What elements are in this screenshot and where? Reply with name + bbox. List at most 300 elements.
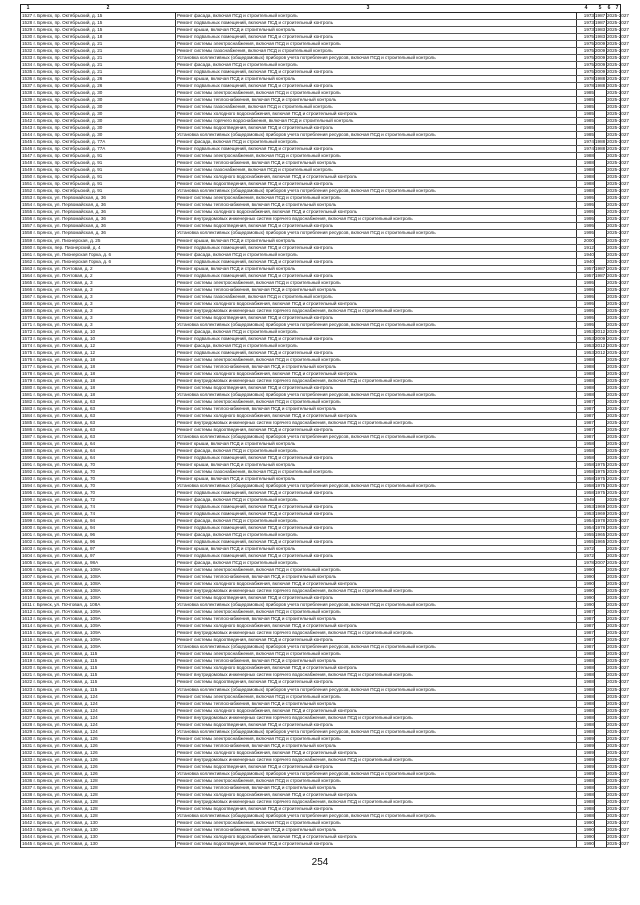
- row-id-address: 1628 г. Брянск, ул. Почтовая, д. 124: [22, 721, 98, 727]
- build-year: 1990: [583, 567, 594, 573]
- last-repair-year: 1975: [595, 490, 606, 496]
- planned-period: 2025-2027: [607, 370, 629, 376]
- work-description: Ремонт системы теплоснабжения, включая ПСД и строительный контроль: [177, 97, 337, 103]
- build-year: 1953: [583, 328, 594, 334]
- work-description: Ремонт системы водоотведения, включая ПСД и строительный контроль: [177, 314, 334, 320]
- work-description: Ремонт системы теплоснабжения, включая ПСД и строительный контроль: [177, 574, 337, 580]
- table-row: [21, 349, 629, 357]
- row-id-address: 1546 г. Брянск, пр. Октябрьский, д. 77А: [22, 146, 106, 152]
- planned-period: 2025-2027: [607, 216, 629, 222]
- build-year: 1912: [583, 244, 594, 250]
- planned-period: 2025-2027: [607, 69, 629, 75]
- build-year: 1988: [583, 693, 594, 699]
- table-row: [21, 20, 629, 27]
- work-description: Ремонт подвальных помещений, включая ПСД и строительный контроль: [177, 20, 333, 26]
- row-id-address: 1569 г. Брянск, ул. Почтовая, д. 3: [22, 307, 93, 313]
- build-year: 1975: [583, 69, 594, 75]
- header-col-5: 5: [598, 5, 602, 11]
- build-year: 1974: [583, 139, 594, 145]
- build-year: 1974: [583, 146, 594, 152]
- row-id-address: 1554 г. Брянск, ул. Первомайская, д. 36: [22, 202, 106, 208]
- page-number: 254: [311, 857, 329, 868]
- table-row: [21, 328, 629, 336]
- row-id-address: 1588 г. Брянск, ул. Почтовая, д. 64: [22, 440, 96, 446]
- build-year: 1988: [583, 384, 594, 390]
- planned-period: 2025-2027: [607, 749, 629, 755]
- work-description: Ремонт системы водоотведения, включая ПСД и строительный контроль: [177, 181, 334, 187]
- work-description: Ремонт системы электроснабжения, включая ПСД и строительный контроль: [177, 398, 341, 404]
- work-description: Ремонт подвальных помещений, включая ПСД и строительный контроль: [177, 69, 333, 75]
- table-row: [21, 840, 629, 848]
- last-repair-year: 2009: [595, 55, 606, 61]
- planned-period: 2025-2027: [607, 230, 629, 236]
- row-id-address: 1618 г. Брянск, ул. Почтовая, д. 115: [22, 651, 98, 657]
- work-description: Установка коллективных (общедомовых) приборов учета потребления ресурсов, включая ПСД и строительный контроль: [177, 433, 436, 439]
- build-year: 1955: [583, 539, 594, 545]
- build-year: 1988: [583, 188, 594, 194]
- planned-period: 2025-2027: [607, 20, 629, 26]
- planned-period: 2025-2027: [607, 504, 629, 510]
- table-row: [21, 749, 629, 757]
- document-page: [20, 4, 629, 848]
- planned-period: 2025-2027: [607, 412, 629, 418]
- table-row: [21, 511, 629, 518]
- row-id-address: 1592 г. Брянск, ул. Почтовая, д. 70: [22, 469, 96, 475]
- work-description: Ремонт системы теплоснабжения, включая ПСД и строительный контроль: [177, 405, 337, 411]
- row-id-address: 1562 г. Брянск, ул. Пионерская Горка, д. 6: [22, 258, 112, 264]
- planned-period: 2025-2027: [607, 244, 629, 250]
- work-description: Ремонт внутридомовых инженерных систем горячего водоснабжения, включая ПСД и строительный контроль: [177, 216, 413, 222]
- work-description: Ремонт системы водоотведения, включая ПСД и строительный контроль: [177, 679, 334, 685]
- build-year: 1988: [583, 679, 594, 685]
- planned-period: 2025-2027: [607, 132, 629, 138]
- planned-period: 2025-2027: [607, 398, 629, 404]
- work-description: Ремонт подвальных помещений, включая ПСД и строительный контроль: [177, 349, 333, 355]
- planned-period: 2025-2027: [607, 630, 629, 636]
- build-year: 1988: [583, 181, 594, 187]
- build-year: 1954: [583, 525, 594, 531]
- row-id-address: 1637 г. Брянск, ул. Почтовая, д. 128: [22, 784, 98, 790]
- planned-period: 2025-2027: [607, 812, 629, 818]
- planned-period: 2025-2027: [607, 111, 629, 117]
- table-row: [21, 272, 629, 280]
- table-row: [21, 728, 629, 736]
- row-id-address: 1621 г. Брянск, ул. Почтовая, д. 115: [22, 672, 98, 678]
- build-year: 1995: [583, 300, 594, 306]
- table-row: [21, 391, 629, 399]
- table-row: [21, 454, 629, 462]
- table-row: [21, 462, 629, 469]
- last-repair-year: 1975: [595, 469, 606, 475]
- row-id-address: 1634 г. Брянск, ул. Почтовая, д. 126: [22, 763, 98, 769]
- build-year: 1958: [583, 440, 594, 446]
- table-row: [21, 812, 629, 820]
- work-description: Установка коллективных (общедомовых) приборов учета потребления ресурсов, включая ПСД и строительный контроль: [177, 55, 436, 61]
- row-id-address: 1539 г. Брянск, пр. Октябрьский, д. 30: [22, 97, 103, 103]
- row-id-address: 1622 г. Брянск, ул. Почтовая, д. 115: [22, 679, 98, 685]
- build-year: 1985: [583, 97, 594, 103]
- row-id-address: 1565 г. Брянск, ул. Почтовая, д. 3: [22, 279, 93, 285]
- row-id-address: 1630 г. Брянск, ул. Почтовая, д. 126: [22, 735, 98, 741]
- table-row: [21, 770, 629, 778]
- build-year: 1988: [583, 784, 594, 790]
- planned-period: 2025-2027: [607, 146, 629, 152]
- work-description: Ремонт крыши, включая ПСД и строительный контроль: [177, 546, 296, 552]
- table-row: [21, 69, 629, 76]
- table-row: [21, 279, 629, 287]
- planned-period: 2025-2027: [607, 784, 629, 790]
- planned-period: 2025-2027: [607, 174, 629, 180]
- row-id-address: 1531 г. Брянск, пр. Октябрьский, д. 21: [22, 41, 103, 47]
- row-id-address: 1594 г. Брянск, ул. Почтовая, д. 70: [22, 483, 96, 489]
- table-row: [21, 798, 629, 806]
- planned-period: 2025-2027: [607, 637, 629, 643]
- work-description: Ремонт системы водоотведения, включая ПСД и строительный контроль: [177, 125, 334, 131]
- work-description: Ремонт подвальных помещений, включая ПСД и строительный контроль: [177, 335, 333, 341]
- planned-period: 2025-2027: [607, 426, 629, 432]
- row-id-address: 1582 г. Брянск, ул. Почтовая, д. 63: [22, 398, 96, 404]
- work-description: Ремонт внутридомовых инженерных систем горячего водоснабжения, включая ПСД и строительный контроль: [177, 307, 413, 313]
- planned-period: 2025-2027: [607, 433, 629, 439]
- table-row: [21, 314, 629, 322]
- planned-period: 2025-2027: [607, 616, 629, 622]
- row-id-address: 1551 г. Брянск, пр. Октябрьский, д. 91: [22, 181, 103, 187]
- planned-period: 2025-2027: [607, 679, 629, 685]
- planned-period: 2025-2027: [607, 76, 629, 82]
- row-id-address: 1640 г. Брянск, ул. Почтовая, д. 128: [22, 805, 98, 811]
- build-year: 1987: [583, 623, 594, 629]
- build-year: 1940: [583, 251, 594, 257]
- table-row: [21, 693, 629, 701]
- row-id-address: 1620 г. Брянск, ул. Почтовая, д. 115: [22, 665, 98, 671]
- row-id-address: 1550 г. Брянск, пр. Октябрьский, д. 91: [22, 174, 103, 180]
- row-id-address: 1559 г. Брянск, ул. Пионерская, д. 25: [22, 237, 101, 243]
- row-id-address: 1547 г. Брянск, пр. Октябрьский, д. 91: [22, 153, 103, 159]
- build-year: 1987: [583, 644, 594, 650]
- build-year: 1989: [583, 749, 594, 755]
- table-row: [21, 833, 629, 841]
- table-row: [21, 286, 629, 294]
- planned-period: 2025-2027: [607, 840, 629, 846]
- work-description: Установка коллективных (общедомовых) приборов учета потребления ресурсов, включая ПСД и строительный контроль: [177, 686, 436, 692]
- table-row: [21, 307, 629, 315]
- work-description: Ремонт крыши, включая ПСД и строительный контроль: [177, 462, 296, 467]
- build-year: 1978: [583, 76, 594, 82]
- row-id-address: 1604 г. Брянск, ул. Почтовая, д. 97: [22, 553, 96, 559]
- planned-period: 2025-2027: [607, 272, 629, 278]
- row-id-address: 1556 г. Брянск, ул. Первомайская, д. 36: [22, 216, 106, 222]
- work-description: Ремонт системы теплоснабжения, включая ПСД и строительный контроль: [177, 286, 337, 292]
- planned-period: 2025-2027: [607, 293, 629, 299]
- last-repair-year: 1969: [595, 511, 606, 517]
- planned-period: 2025-2027: [607, 160, 629, 166]
- table-row: [21, 433, 629, 441]
- table-row: [21, 805, 629, 813]
- work-description: Ремонт системы теплоснабжения, включая ПСД и строительный контроль: [177, 160, 337, 166]
- row-id-address: 1633 г. Брянск, ул. Почтовая, д. 126: [22, 756, 98, 762]
- planned-period: 2025-2027: [607, 560, 629, 566]
- last-repair-year: 1965: [595, 532, 606, 538]
- table-row: [21, 426, 629, 434]
- build-year: 1988: [583, 798, 594, 804]
- build-year: 1975: [583, 34, 594, 40]
- work-description: Ремонт подвальных помещений, включая ПСД и строительный контроль: [177, 34, 333, 40]
- build-year: 1987: [583, 630, 594, 636]
- planned-period: 2025-2027: [607, 62, 629, 68]
- build-year: 1995: [583, 195, 594, 201]
- table-header: [20, 4, 621, 13]
- last-repair-year: 1975: [595, 483, 606, 489]
- planned-period: 2025-2027: [607, 41, 629, 47]
- build-year: 1995: [583, 209, 594, 215]
- row-id-address: 1626 г. Брянск, ул. Почтовая, д. 124: [22, 707, 98, 713]
- build-year: 1985: [583, 132, 594, 138]
- row-id-address: 1572 г. Брянск, ул. Почтовая, д. 10: [22, 328, 96, 334]
- table-row: [21, 756, 629, 764]
- work-description: Ремонт фасада, включая ПСД и строительный контроль: [177, 497, 298, 503]
- planned-period: 2025-2027: [607, 602, 629, 608]
- row-id-address: 1629 г. Брянск, ул. Почтовая, д. 124: [22, 728, 98, 734]
- work-description: Ремонт внутридомовых инженерных систем горячего водоснабжения, включая ПСД и строительный контроль: [177, 377, 413, 383]
- work-description: Ремонт системы электроснабжения, включая ПСД и строительный контроль: [177, 693, 341, 699]
- row-id-address: 1575 г. Брянск, ул. Почтовая, д. 12: [22, 349, 96, 355]
- planned-period: 2025-2027: [607, 539, 629, 545]
- planned-period: 2025-2027: [607, 349, 629, 355]
- build-year: 1972: [583, 546, 594, 552]
- build-year: 1953: [583, 342, 594, 348]
- last-repair-year: 1988: [595, 146, 606, 152]
- header-col-7: 7: [615, 5, 619, 11]
- table-row: [21, 539, 629, 546]
- work-description: Ремонт системы холодного водоснабжения, включая ПСД и строительный контроль: [177, 412, 358, 418]
- row-id-address: 1543 г. Брянск, пр. Октябрьский, д. 30: [22, 125, 103, 131]
- work-description: Установка коллективных (общедомовых) приборов учета потребления ресурсов, включая ПСД и строительный контроль: [177, 391, 436, 397]
- build-year: 1988: [583, 707, 594, 713]
- work-description: Ремонт системы электроснабжения, включая ПСД и строительный контроль: [177, 41, 341, 47]
- build-year: 1988: [583, 812, 594, 818]
- row-id-address: 1585 г. Брянск, ул. Почтовая, д. 63: [22, 419, 96, 425]
- last-repair-year: 2009: [595, 41, 606, 47]
- work-description: Ремонт крыши, включая ПСД и строительный контроль: [177, 237, 296, 243]
- planned-period: 2025-2027: [607, 237, 629, 243]
- build-year: 1973: [583, 13, 594, 18]
- row-id-address: 1567 г. Брянск, ул. Почтовая, д. 3: [22, 293, 93, 299]
- table-row: [21, 440, 629, 448]
- header-col-4: 4: [584, 5, 588, 11]
- work-description: Ремонт фасада, включая ПСД и строительный контроль: [177, 13, 298, 18]
- work-description: Ремонт внутридомовых инженерных систем горячего водоснабжения, включая ПСД и строительный контроль: [177, 714, 413, 720]
- build-year: 1987: [583, 637, 594, 643]
- planned-period: 2025-2027: [607, 139, 629, 145]
- build-year: 1990: [583, 833, 594, 839]
- work-description: Ремонт фасада, включая ПСД и строительный контроль: [177, 342, 298, 348]
- work-description: Ремонт системы водоотведения, включая ПСД и строительный контроль: [177, 805, 334, 811]
- row-id-address: 1534 г. Брянск, пр. Октябрьский, д. 21: [22, 62, 103, 68]
- planned-period: 2025-2027: [607, 90, 629, 96]
- row-id-address: 1590 г. Брянск, ул. Почтовая, д. 64: [22, 454, 96, 460]
- table-row: [21, 777, 629, 785]
- repair-schedule-table: [20, 13, 629, 848]
- planned-period: 2025-2027: [607, 700, 629, 706]
- build-year: 1958: [583, 454, 594, 460]
- table-row: [21, 483, 629, 490]
- row-id-address: 1614 г. Брянск, ул. Почтовая, д. 109А: [22, 623, 101, 629]
- work-description: Ремонт системы газоснабжения, включая ПСД и строительный контроль: [177, 104, 333, 110]
- planned-period: 2025-2027: [607, 328, 629, 334]
- row-id-address: 1589 г. Брянск, ул. Почтовая, д. 64: [22, 447, 96, 453]
- planned-period: 2025-2027: [607, 497, 629, 503]
- row-id-address: 1570 г. Брянск, ул. Почтовая, д. 3: [22, 314, 93, 320]
- row-id-address: 1615 г. Брянск, ул. Почтовая, д. 109А: [22, 630, 101, 636]
- last-repair-year: 1965: [595, 539, 606, 545]
- planned-period: 2025-2027: [607, 118, 629, 124]
- build-year: 1978: [583, 560, 594, 566]
- planned-period: 2025-2027: [607, 756, 629, 762]
- row-id-address: 1530 г. Брянск, пр. Октябрьский, д. 18: [22, 34, 103, 40]
- table-row: [21, 13, 629, 20]
- row-id-address: 1529 г. Брянск, пр. Октябрьский, д. 15: [22, 27, 103, 33]
- build-year: 1958: [583, 469, 594, 475]
- build-year: 1988: [583, 777, 594, 783]
- planned-period: 2025-2027: [607, 805, 629, 811]
- table-row: [21, 300, 629, 308]
- planned-period: 2025-2027: [607, 714, 629, 720]
- work-description: Ремонт системы холодного водоснабжения, включая ПСД и строительный контроль: [177, 111, 358, 117]
- build-year: 1988: [583, 160, 594, 166]
- planned-period: 2025-2027: [607, 658, 629, 664]
- work-description: Ремонт системы холодного водоснабжения, включая ПСД и строительный контроль: [177, 749, 358, 755]
- planned-period: 2025-2027: [607, 153, 629, 159]
- work-description: Ремонт фасада, включая ПСД и строительный контроль: [177, 518, 298, 524]
- row-id-address: 1606 г. Брянск, ул. Почтовая, д. 108А: [22, 567, 101, 573]
- work-description: Ремонт системы горячего водоснабжения, включая ПСД и строительный контроль: [177, 118, 354, 124]
- row-id-address: 1583 г. Брянск, ул. Почтовая, д. 63: [22, 405, 96, 411]
- build-year: 1955: [583, 532, 594, 538]
- work-description: Ремонт системы холодного водоснабжения, включая ПСД и строительный контроль: [177, 707, 358, 713]
- header-col-2: 2: [106, 5, 110, 11]
- planned-period: 2025-2027: [607, 265, 629, 271]
- work-description: Ремонт фасада, включая ПСД и строительный контроль: [177, 139, 298, 145]
- planned-period: 2025-2027: [607, 307, 629, 313]
- row-id-address: 1597 г. Брянск, ул. Почтовая, д. 74: [22, 504, 96, 510]
- work-description: Ремонт системы водоотведения, включая ПСД и строительный контроль: [177, 763, 334, 769]
- build-year: 1988: [583, 370, 594, 376]
- build-year: 1990: [583, 574, 594, 580]
- planned-period: 2025-2027: [607, 644, 629, 650]
- build-year: 1988: [583, 651, 594, 657]
- table-row: [21, 244, 629, 252]
- build-year: 1957: [583, 272, 594, 278]
- row-id-address: 1596 г. Брянск, ул. Почтовая, д. 72: [22, 497, 96, 503]
- row-id-address: 1527 г. Брянск, пр. Октябрьский, д. 15: [22, 13, 103, 18]
- work-description: Ремонт системы теплоснабжения, включая ПСД и строительный контроль: [177, 742, 337, 748]
- row-id-address: 1548 г. Брянск, пр. Октябрьский, д. 91: [22, 160, 103, 166]
- planned-period: 2025-2027: [607, 405, 629, 411]
- work-description: Ремонт системы теплоснабжения, включая ПСД и строительный контроль: [177, 700, 337, 706]
- work-description: Ремонт подвальных помещений, включая ПСД и строительный контроль: [177, 553, 333, 559]
- row-id-address: 1574 г. Брянск, ул. Почтовая, д. 12: [22, 342, 96, 348]
- work-description: Ремонт системы холодного водоснабжения, включая ПСД и строительный контроль: [177, 174, 358, 180]
- work-description: Ремонт фасада, включая ПСД и строительный контроль: [177, 560, 298, 566]
- work-description: Ремонт системы электроснабжения, включая ПСД и строительный контроль: [177, 153, 341, 159]
- work-description: Установка коллективных (общедомовых) приборов учета потребления ресурсов, включая ПСД и строительный контроль: [177, 812, 436, 818]
- row-id-address: 1605 г. Брянск, ул. Почтовая, д. 98А: [22, 560, 99, 566]
- table-row: [21, 686, 629, 694]
- planned-period: 2025-2027: [607, 27, 629, 33]
- planned-period: 2025-2027: [607, 202, 629, 208]
- row-id-address: 1578 г. Брянск, ул. Почтовая, д. 18: [22, 370, 96, 376]
- work-description: Установка коллективных (общедомовых) приборов учета потребления ресурсов, включая ПСД и строительный контроль: [177, 483, 436, 489]
- planned-period: 2025-2027: [607, 609, 629, 615]
- table-row: [21, 469, 629, 476]
- planned-period: 2025-2027: [607, 623, 629, 629]
- planned-period: 2025-2027: [607, 574, 629, 580]
- planned-period: 2025-2027: [607, 833, 629, 839]
- last-repair-year: 2009: [595, 48, 606, 54]
- work-description: Ремонт подвальных помещений, включая ПСД и строительный контроль: [177, 244, 333, 250]
- planned-period: 2025-2027: [607, 363, 629, 369]
- build-year: 1954: [583, 518, 594, 524]
- build-year: 1995: [583, 230, 594, 236]
- work-description: Ремонт системы газоснабжения, включая ПСД и строительный контроль: [177, 167, 333, 173]
- build-year: 1988: [583, 363, 594, 369]
- planned-period: 2025-2027: [607, 651, 629, 657]
- build-year: 1990: [583, 602, 594, 608]
- build-year: 1972: [583, 553, 594, 559]
- work-description: Ремонт подвальных помещений, включая ПСД и строительный контроль: [177, 272, 333, 278]
- table-row: [21, 230, 629, 237]
- planned-period: 2025-2027: [607, 490, 629, 496]
- work-description: Ремонт системы холодного водоснабжения, включая ПСД и строительный контроль: [177, 300, 358, 306]
- row-id-address: 1612 г. Брянск, ул. Почтовая, д. 109А: [22, 609, 101, 615]
- planned-period: 2025-2027: [607, 511, 629, 517]
- table-row: [21, 707, 629, 715]
- row-id-address: 1587 г. Брянск, ул. Почтовая, д. 63: [22, 433, 96, 439]
- build-year: 1978: [583, 83, 594, 89]
- work-description: Ремонт системы водоотведения, включая ПСД и строительный контроль: [177, 223, 334, 229]
- work-description: Ремонт системы теплоснабжения, включая ПСД и строительный контроль: [177, 784, 337, 790]
- last-repair-year: 1978: [595, 518, 606, 524]
- table-row: [21, 700, 629, 708]
- build-year: 1953: [583, 335, 594, 341]
- last-repair-year: 2009: [595, 69, 606, 75]
- work-description: Ремонт внутридомовых инженерных систем горячего водоснабжения, включая ПСД и строительный контроль: [177, 756, 413, 762]
- table-row: [21, 335, 629, 343]
- build-year: 1990: [583, 581, 594, 587]
- build-year: 1988: [583, 721, 594, 727]
- row-id-address: 1599 г. Брянск, ул. Почтовая, д. 94: [22, 518, 96, 524]
- last-repair-year: 1988: [595, 83, 606, 89]
- last-repair-year: 1987: [595, 13, 606, 18]
- build-year: 1995: [583, 321, 594, 327]
- row-id-address: 1638 г. Брянск, ул. Почтовая, д. 128: [22, 791, 98, 797]
- table-row: [21, 356, 629, 364]
- work-description: Ремонт системы водоотведения, включая ПСД и строительный контроль: [177, 637, 334, 643]
- planned-period: 2025-2027: [607, 279, 629, 285]
- build-year: 1988: [583, 153, 594, 159]
- row-id-address: 1609 г. Брянск, ул. Почтовая, д. 108А: [22, 588, 101, 594]
- work-description: Ремонт крыши, включая ПСД и строительный контроль: [177, 27, 296, 33]
- build-year: 1975: [583, 41, 594, 47]
- table-row: [21, 553, 629, 560]
- build-year: 1988: [583, 805, 594, 811]
- table-row: [21, 370, 629, 378]
- last-repair-year: 1987: [595, 20, 606, 26]
- build-year: 1990: [583, 595, 594, 601]
- build-year: 1985: [583, 104, 594, 110]
- build-year: 1988: [583, 791, 594, 797]
- planned-period: 2025-2027: [607, 721, 629, 727]
